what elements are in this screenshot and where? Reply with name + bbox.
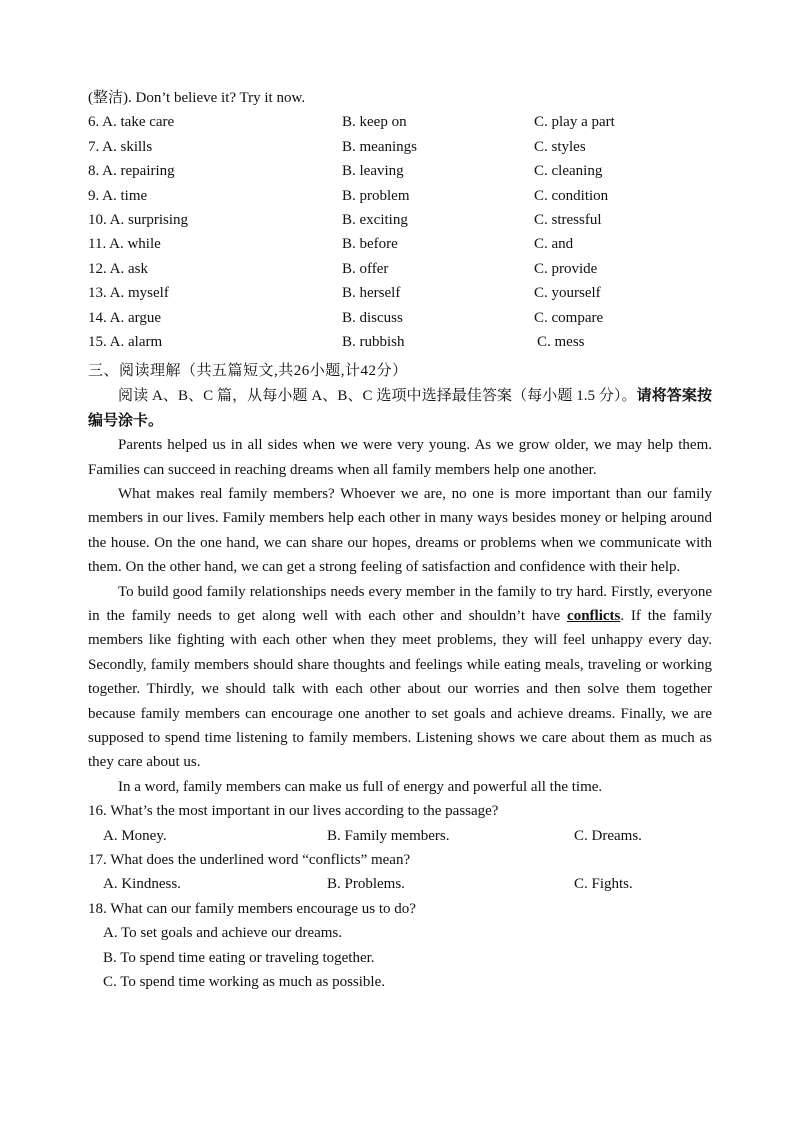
option-c: C. condition [534, 187, 609, 204]
option-row-15 [88, 330, 712, 354]
option-c: C. and [534, 236, 574, 253]
option-row-11 [88, 232, 712, 256]
option-c: C. mess [537, 333, 585, 350]
option-row-10 [88, 208, 712, 232]
passage-paragraph-3 [88, 580, 712, 775]
option-a: 7. A. skills [88, 138, 153, 155]
instruction-text: 阅读 A、B、C 篇，从每小题 A、B、C 选项中选择最佳答案（每小题 1.5 分）。 [118, 388, 637, 405]
option-b: B. offer [342, 260, 389, 277]
question-18 [88, 897, 712, 995]
answer-row [88, 872, 712, 896]
passage-paragraph-4: In a word, family members can make us full of energy and powerful all the time. [118, 778, 603, 795]
option-a: 6. A. take care [88, 114, 175, 131]
option-b: B. before [342, 236, 398, 253]
option-row-7 [88, 135, 712, 159]
option-row-8 [88, 159, 712, 183]
exam-page [88, 86, 712, 994]
instruction-bold: 请将答案按编号涂卡。 [88, 388, 712, 429]
option-b: B. herself [342, 285, 401, 302]
option-row-9 [88, 184, 712, 208]
answer-a: A. Money. [103, 827, 167, 844]
answer-c: C. Fights. [574, 876, 633, 893]
answer-b: B. Family members. [327, 827, 450, 844]
option-row-12 [88, 257, 712, 281]
answer-a: A. Kindness. [103, 876, 181, 893]
option-c: C. stressful [534, 211, 602, 228]
passage-paragraph-2: What makes real family members? Whoever we are, no one is more important than our family members in our lives. Family members help each other in many ways besides money or helping around the house. On the one hand, we can share our hopes, dreams or problems when we communicate with them. On the other hand, we can get a strong feeling of satisfaction and confidence with their help. [88, 485, 712, 576]
passage-paragraph-1: Parents helped us in all sides when we were very young. As we grow older, we may help them. Families can succeed in reaching dreams when all family members help one another. [88, 437, 712, 478]
option-b: B. discuss [342, 309, 403, 326]
answer-row [88, 824, 712, 848]
option-a: 13. A. myself [88, 285, 169, 302]
paragraph-3-before: To build good family relationships needs every member in the family to try hard. Firstly, everyone in the family needs to get along well with each other and shouldn’t have [88, 583, 712, 624]
section-title: 三、阅读理解（共五篇短文,共26小题,计42分） [88, 363, 408, 380]
option-c: C. yourself [534, 285, 601, 302]
option-b: B. exciting [342, 211, 408, 228]
option-a: 12. A. ask [88, 260, 148, 277]
option-c: C. play a part [534, 114, 615, 131]
instruction [88, 384, 712, 433]
option-a: 10. A. surprising [88, 211, 189, 228]
answer-b: B. Problems. [327, 876, 405, 893]
question-stem: 16. What’s the most important in our lives according to the passage? [88, 803, 499, 820]
cloze-options [88, 110, 712, 354]
option-c: C. provide [534, 260, 598, 277]
option-b: B. meanings [342, 138, 417, 155]
option-b: B. rubbish [342, 333, 405, 350]
option-b: B. problem [342, 187, 410, 204]
question-stem: 17. What does the underlined word “conflicts” mean? [88, 851, 411, 868]
question-17 [88, 848, 712, 897]
option-a: 9. A. time [88, 187, 148, 204]
option-a: 15. A. alarm [88, 333, 163, 350]
answer-c: C. To spend time working as much as possible. [103, 973, 385, 990]
underlined-word-conflicts: conflicts [567, 607, 621, 624]
option-row-6 [88, 110, 712, 134]
answer-a: A. To set goals and achieve our dreams. [103, 925, 343, 942]
option-a: 14. A. argue [88, 309, 162, 326]
intro-line: (整洁). Don’t believe it? Try it now. [88, 90, 306, 106]
question-16 [88, 799, 712, 848]
option-b: B. keep on [342, 114, 407, 131]
option-a: 11. A. while [88, 236, 161, 253]
option-c: C. cleaning [534, 163, 603, 180]
paragraph-3-after: . If the family members like fighting with each other when they meet problems, they will feel unhappy every day. Secondly, family members should share thoughts and feelings while eating meals, traveling or working together. Thirdly, we should talk with each other about our worries and then solve them together because family members can encourage one another to set goals and achieve dreams. Finally, we are supposed to spend time listening to family members. Listening shows we care about them as much as they care about us. [88, 607, 712, 771]
question-stem: 18. What can our family members encourage us to do? [88, 900, 416, 917]
option-a: 8. A. repairing [88, 163, 175, 180]
option-row-13 [88, 281, 712, 305]
answer-c: C. Dreams. [574, 827, 642, 844]
option-row-14 [88, 306, 712, 330]
option-b: B. leaving [342, 163, 404, 180]
answer-b: B. To spend time eating or traveling together. [103, 949, 375, 966]
option-c: C. compare [534, 309, 604, 326]
option-c: C. styles [534, 138, 586, 155]
